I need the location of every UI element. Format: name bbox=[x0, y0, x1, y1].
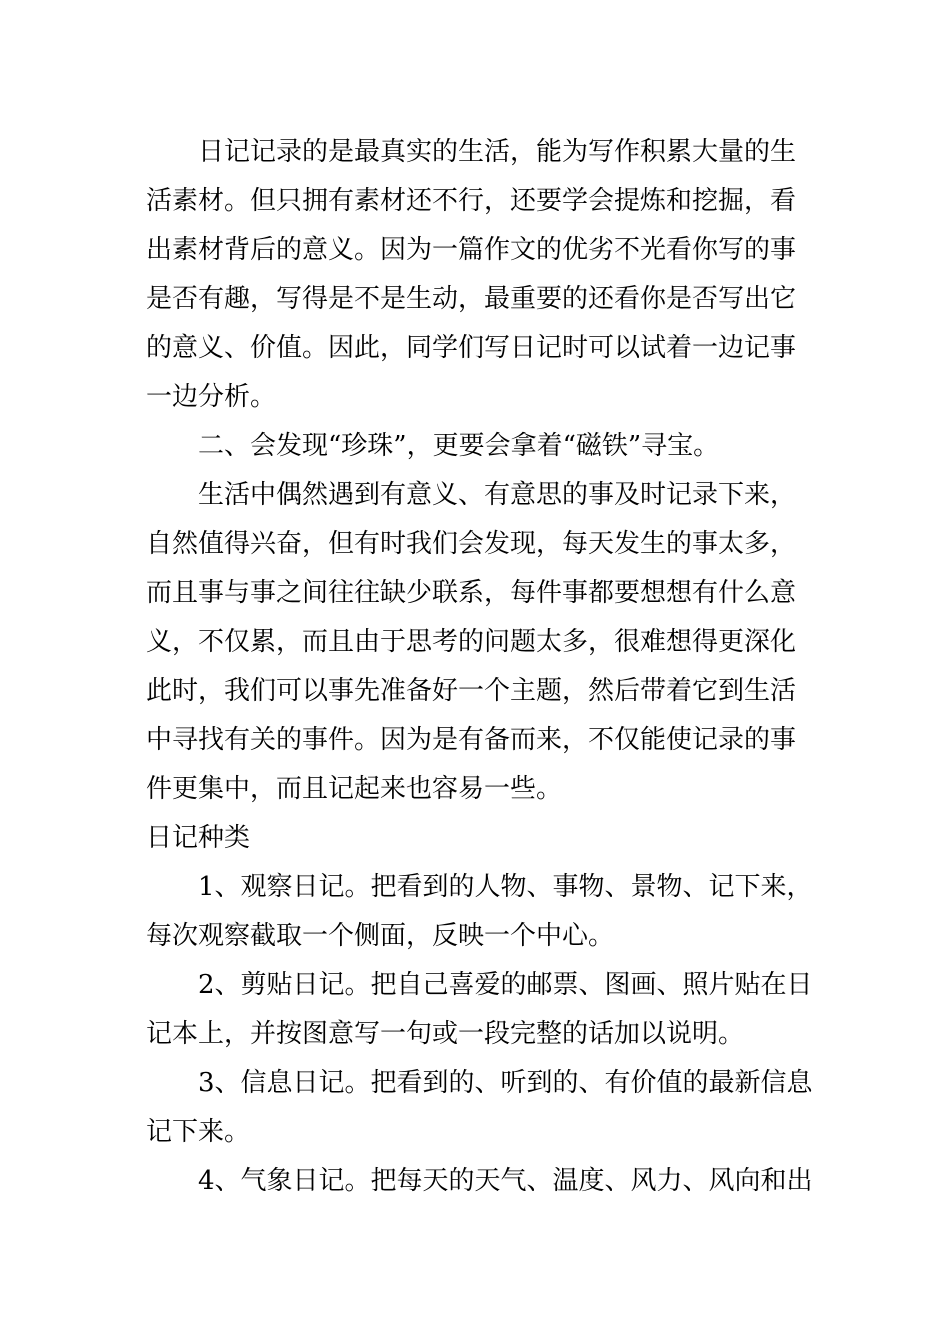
paragraph-2-line-4: 义，不仅累，而且由于思考的问题太多，很难想得更深化 bbox=[146, 627, 797, 657]
heading-diary-types: 日记种类 bbox=[146, 823, 251, 853]
paragraph-2-line-5: 此时，我们可以事先准备好一个主题，然后带着它到生活 bbox=[146, 676, 797, 706]
list-item-3-line-1: 3、信息日记。把看到的、听到的、有价值的最新信息 bbox=[198, 1068, 813, 1098]
paragraph-1-line-5: 的意义、价值。因此，同学们写日记时可以试着一边记事 bbox=[146, 333, 797, 363]
list-item-3-line-2: 记下来。 bbox=[146, 1117, 251, 1147]
paragraph-2-line-1: 生活中偶然遇到有意义、有意思的事及时记录下来， bbox=[198, 480, 797, 510]
paragraph-1-line-2: 活素材。但只拥有素材还不行，还要学会提炼和挖掘，看 bbox=[146, 186, 797, 216]
list-item-1-line-1: 1、观察日记。把看到的人物、事物、景物、记下来， bbox=[198, 872, 813, 902]
paragraph-1-line-4: 是否有趣，写得是不是生动，最重要的还看你是否写出它 bbox=[146, 284, 797, 314]
list-item-2-line-2: 记本上，并按图意写一句或一段完整的话加以说明。 bbox=[146, 1019, 745, 1049]
paragraph-2-line-6: 中寻找有关的事件。因为是有备而来，不仅能使记录的事 bbox=[146, 725, 797, 755]
paragraph-2-line-2: 自然值得兴奋，但有时我们会发现，每天发生的事太多， bbox=[146, 529, 797, 559]
paragraph-1-line-6: 一边分析。 bbox=[146, 382, 277, 412]
paragraph-2-line-7: 件更集中，而且记起来也容易一些。 bbox=[146, 774, 563, 804]
paragraph-2-line-3: 而且事与事之间往往缺少联系，每件事都要想想有什么意 bbox=[146, 578, 797, 608]
section-heading-2: 二、会发现“珍珠”，更要会拿着“磁铁”寻宝。 bbox=[198, 431, 720, 461]
paragraph-1-line-1: 日记记录的是最真实的生活，能为写作积累大量的生 bbox=[198, 137, 797, 167]
list-item-2-line-1: 2、剪贴日记。把自己喜爱的邮票、图画、照片贴在日 bbox=[198, 970, 813, 1000]
list-item-4-line-1: 4、气象日记。把每天的天气、温度、风力、风向和出 bbox=[198, 1166, 813, 1196]
list-item-1-line-2: 每次观察截取一个侧面，反映一个中心。 bbox=[146, 921, 615, 951]
paragraph-1-line-3: 出素材背后的意义。因为一篇作文的优劣不光看你写的事 bbox=[146, 235, 797, 265]
